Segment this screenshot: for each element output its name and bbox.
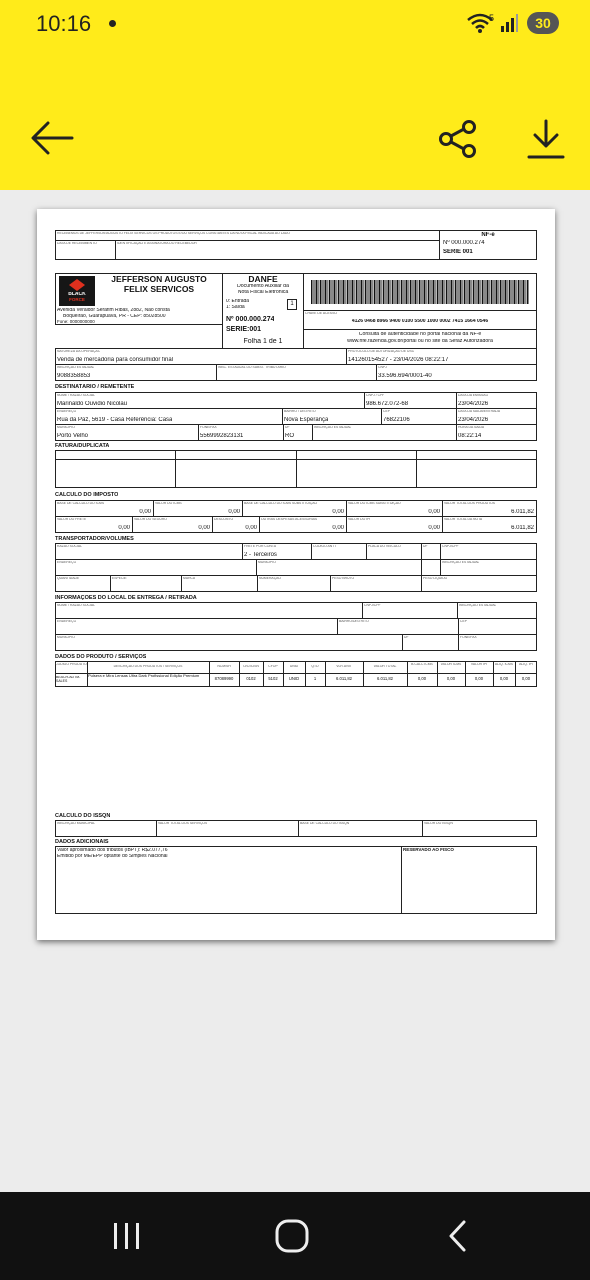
dest-emissao: 23/04/2026 [458, 401, 489, 407]
cnpj-label: CNPJ [378, 366, 387, 369]
navigation-bar [0, 1192, 590, 1280]
dest-ie-label: INSCRIÇÃO ESTADUAL [314, 426, 352, 429]
prod-header-vlr-unit: VLR.UNIT [336, 665, 352, 668]
ie-st-label: INSC. ESTADUAL DO SUBST. TRIBUTÁRIO [218, 366, 286, 369]
consulta-2: www.nfe.fazenda.gov.br/portal ou no site da Sefaz Autorizadora [347, 339, 493, 344]
imp-desconto-label: DESCONTO [214, 518, 234, 521]
prod-header-aliq-icms: ALÍQ. ICMS [494, 663, 514, 666]
imp-icms-st: 0,00 [428, 509, 440, 515]
dest-end-label: ENDEREÇO [57, 410, 77, 413]
nfe-numero: Nº 000.000.274 [443, 240, 485, 246]
dest-cpf: 986.672.072-68 [366, 401, 409, 407]
transp-esp-label: ESPÉCIE [112, 577, 127, 580]
back-icon[interactable] [444, 1218, 472, 1254]
natureza: Venda de mercadoria para consumidor final [57, 357, 174, 363]
imp-bc-st-label: BASE DE CÁLCULO DO ICMS SUBSTITUIÇÃO [244, 502, 318, 505]
chave-acesso: 4126 0468 8966 9400 0100 5500 1000 0002 7415 1664 0546 [351, 319, 489, 324]
transp-uf-label: UF [423, 545, 428, 548]
prod-header-valor-icms: VALOR ICMS [440, 663, 462, 666]
dest-end: Rua da Paz, 5619 - Casa Referência: Casa [57, 417, 173, 423]
dest-cep-label: CEP [383, 410, 390, 413]
prod-valor-icms: 0,00 [446, 677, 456, 681]
imp-icms-label: VALOR DO ICMS [155, 502, 182, 505]
ie-label: INSCRIÇÃO ESTADUAL [57, 366, 95, 369]
transp-num-label: NUMERAÇÃO [259, 577, 282, 580]
imp-seguro-label: VALOR DO SEGURO [134, 518, 167, 521]
transp-razao-label: RAZÃO SOCIAL [57, 545, 83, 548]
logo-text-2: FORCE [69, 298, 85, 302]
dest-uf: RO [285, 433, 294, 439]
ie: 9088358853 [57, 373, 91, 379]
transp-section-title: TRANSPORTADOR/VOLUMES [55, 536, 134, 542]
transp-marca-label: MARCA [183, 577, 196, 580]
dest-emissao-label: DATA DA EMISSÃO [458, 394, 489, 397]
entrega-fone-label: FONE/FAX [460, 636, 477, 639]
issqn-bc-label: BASE DE CÁLCULO DO ISSQN [300, 822, 350, 825]
transp-cnpj-label: CNPJ/CPF [442, 545, 459, 548]
arrow-left-icon[interactable] [30, 120, 74, 156]
dest-saida-label: DATA DA SAÍDA/ENTRADA [458, 410, 501, 413]
prod-header-valor-total: VALOR TOTAL [373, 665, 397, 668]
imp-icms: 0,00 [228, 509, 240, 515]
prod-header-ncm: NCM/SH [217, 665, 231, 668]
emitente-endereco-2: Boqueirão, Guarapuava, PR - CEP: 85028500 [63, 314, 166, 319]
imp-bc-icms: 0,00 [139, 509, 151, 515]
protocolo-label: PROTOCOLO DE AUTORIZAÇÃO DE USO [348, 350, 415, 353]
dest-hora: 08:22:14 [458, 433, 482, 439]
emitente-endereco-1: Avenida Veraldor Serafim Ribas, 2882, Não consta [57, 308, 170, 313]
recibo-ident-label: IDENTIFICAÇÃO E ASSINATURA DO RECEBEDOR [117, 242, 197, 245]
adicionais-1: Valor aproximado dos tributos (IBPT): R$2.077,76 [57, 848, 168, 853]
download-icon[interactable] [526, 118, 566, 160]
entrega-section-title: INFORMAÇÕES DO LOCAL DE ENTREGA / RETIRADA [55, 595, 197, 601]
dest-fone-label: FONE/FAX [200, 426, 217, 429]
entrega-cep-label: CEP [460, 620, 467, 623]
dest-section-title: DESTINATÁRIO / REMETENTE [55, 384, 135, 390]
danfe-saida: 1: Saída [226, 305, 245, 310]
logo-text-1: BLACK [68, 292, 86, 297]
dest-cpf-label: CNPJ / CPF [366, 394, 385, 397]
dest-cep: 76822106 [383, 417, 410, 423]
dest-mun-label: MUNICÍPIO [57, 426, 75, 429]
recents-icon[interactable] [110, 1219, 144, 1253]
entrega-nome-label: NOME / RAZÃO SOCIAL [57, 604, 96, 607]
prod-codigo: BEACH-ADTM-SALES [56, 676, 81, 683]
issqn-valor-label: VALOR DO ISSQN [424, 822, 453, 825]
recibo-data-label: DATA DE RECEBIMENTO [57, 242, 97, 245]
prod-header-csosn: O/CSOSN [243, 665, 259, 668]
dest-nome: Marinaldo Ouvidio Nicolau [57, 401, 128, 407]
dest-bairro-label: BAIRRO / DISTRITO [284, 410, 316, 413]
danfe-numero: Nº 000.000.274 [226, 316, 275, 323]
prod-vlr-unit: 6.011,82 [336, 677, 352, 681]
reservado-fisco: RESERVADO AO FISCO [403, 848, 454, 852]
imp-outras-label: OUTRAS DESPESAS ACESSÓRIAS [261, 518, 318, 521]
transp-frete-label: FRETE POR CONTA [244, 545, 276, 548]
prod-header-cfop: CFOP [268, 665, 278, 668]
danfe-title: DANFE [248, 275, 278, 284]
share-icon[interactable] [438, 119, 478, 159]
transp-mun-label: MUNICÍPIO [258, 561, 276, 564]
nfe-serie: SÉRIE 001 [443, 249, 473, 255]
prod-header-valor-ipi: VALOR IPI [470, 663, 488, 666]
entrega-bairro-label: BAIRRO/DISTRITO [339, 620, 369, 623]
dest-saida: 23/04/2026 [458, 417, 489, 423]
prod-valor-ipi: 0,00 [474, 677, 484, 681]
danfe-sub-1: Documento Auxiliar da [237, 284, 289, 289]
imp-produtos: 6.011,82 [511, 509, 534, 515]
consulta-1: Consulta de autenticidade no portal nacional da NF-e [358, 332, 482, 337]
prod-descricao: Pulsera e Mira Lensas Ultra Dark Profissional Edição Premium [88, 674, 200, 678]
produtos-section-title: DADOS DO PRODUTO / SERVIÇOS [55, 654, 147, 660]
prod-bc-icms: 0,00 [417, 677, 427, 681]
cnpj: 33.596.694/0001-40 [378, 373, 432, 379]
imp-bc-st: 0,00 [332, 509, 344, 515]
barcode-icon [311, 280, 529, 304]
issqn-servicos-label: VALOR TOTAL DOS SERVIÇOS [158, 822, 208, 825]
document-viewer[interactable] [0, 190, 590, 1164]
issqn-section-title: CÁLCULO DO ISSQN [55, 813, 111, 819]
transp-antt-label: CÓDIGO ANTT [313, 545, 337, 548]
imp-nota: 6.011,82 [511, 525, 534, 531]
transp-ie-label: INSCRIÇÃO ESTADUAL [442, 561, 480, 564]
imp-nota-label: VALOR TOTAL DA NOTA [444, 518, 483, 521]
prod-cfop: 5102 [268, 677, 278, 681]
dest-fone: 5569992823131 [200, 433, 244, 439]
protocolo: 141260154527 - 23/04/2026 08:22:17 [348, 357, 449, 363]
prod-header-descricao: DESCRIÇÃO DOS PRODUTOS / SERVIÇOS [113, 665, 183, 668]
clock: 10:16 [36, 11, 92, 36]
app-bar [0, 48, 590, 190]
signal-icon [499, 13, 519, 33]
wifi-icon [466, 12, 496, 34]
imp-seguro: 0,00 [198, 525, 210, 531]
dest-mun: Porto Velho [57, 433, 89, 439]
imposto-section-title: CÁLCULO DO IMPOSTO [55, 492, 119, 498]
prod-ncm: 87089990 [214, 677, 234, 681]
transp-frete: 2 - Terceiros [244, 552, 277, 558]
dest-nome-label: NOME / RAZÃO SOCIAL [57, 394, 96, 397]
company-logo [59, 276, 95, 306]
danfe-serie: SÉRIE:001 [226, 326, 262, 333]
transp-qtd-label: QUANTIDADE [57, 577, 80, 580]
prod-header-qtd: QTD [311, 665, 319, 668]
danfe-folha: Folha 1 de 1 [243, 338, 283, 345]
imp-ipi-label: VALOR DO IPI [348, 518, 371, 521]
prod-valor-total: 6.011,82 [377, 677, 393, 681]
imp-frete-label: VALOR DO FRETE [57, 518, 87, 521]
document-page [37, 209, 555, 940]
nfe-label: NF-e [481, 232, 495, 238]
entrega-uf-label: UF [404, 636, 409, 639]
adicionais-2: Emitido por ME/EPP optante do Simples Nacional [57, 854, 168, 859]
prod-header-unid: UNID [289, 665, 299, 668]
prod-aliq-icms: 0,00 [499, 677, 509, 681]
danfe-sub-2: Nota Fiscal Eletrônica [237, 290, 289, 295]
prod-header-bc-icms: B.CÁLC ICMS [411, 663, 433, 666]
prod-header-aliq-ipi: ALÍQ. IPI [519, 663, 533, 666]
transp-pb-label: PESO BRUTO [332, 577, 355, 580]
prod-aliq-ipi: 0,00 [521, 677, 531, 681]
dest-uf-label: UF [285, 426, 290, 429]
imp-frete: 0,00 [118, 525, 130, 531]
prod-csosn: 0102 [246, 677, 256, 681]
home-icon[interactable] [274, 1218, 310, 1254]
prod-qtd: 1 [313, 677, 317, 681]
notification-dot [109, 20, 116, 27]
prod-unid: UNID [288, 677, 300, 681]
transp-end-label: ENDEREÇO [57, 561, 77, 564]
battery-icon: 30 [527, 12, 559, 34]
entrega-mun-label: MUNICÍPIO [57, 636, 75, 639]
imp-bc-icms-label: BASE DE CÁLCULO DO ICMS [57, 502, 105, 505]
prod-header-codigo: CÓDIGO PRODUTO [55, 663, 87, 666]
chave-label: CHAVE DE ACESSO [305, 312, 337, 315]
transp-placa-label: PLACA DO VEÍCULO [368, 545, 401, 548]
emitente-fone: Fone: 0000000000 [57, 320, 95, 324]
entrega-cnpj-label: CNPJ/CPF [364, 604, 381, 607]
imp-ipi: 0,00 [428, 525, 440, 531]
entrega-end-label: ENDEREÇO [57, 620, 77, 623]
dest-bairro: Nova Esperança [284, 417, 329, 423]
emitente-nome: JEFFERSON AUGUSTO FELIX SERVICOS [111, 275, 207, 294]
imp-icms-st-label: VALOR DO ICMS SUBSTITUIÇÃO [348, 502, 401, 505]
imp-desconto: 0,00 [245, 525, 257, 531]
entrega-ie-label: INSCRIÇÃO ESTADUAL [459, 604, 497, 607]
danfe-tipo: 1 [287, 299, 297, 310]
dest-hora-label: HORA DA SAÍDA [458, 426, 485, 429]
imp-outras: 0,00 [332, 525, 344, 531]
transp-pl-label: PESO LÍQUIDO [423, 577, 448, 580]
issqn-im-label: INSCRIÇÃO MUNICIPAL [57, 822, 95, 825]
wifi-label: 5 [489, 13, 495, 23]
adicionais-section-title: DADOS ADICIONAIS [55, 839, 109, 845]
recibo-text: RECEBEMOS DE JEFFERSON AUGUSTO FELIX SERVICOS OS PRODUTOS E/OU SERVIÇOS CONSTANTES DA NOTA FISCAL INDICADA AO LADO [57, 232, 290, 235]
imp-produtos-label: VALOR TOTAL DOS PRODUTOS [444, 502, 495, 505]
status-bar [0, 0, 590, 48]
fatura-section-title: FATURA/DUPLICATA [55, 443, 110, 449]
natureza-label: NATUREZA DA OPERAÇÃO [57, 350, 101, 353]
danfe-entrada: 0: Entrada [226, 299, 250, 304]
